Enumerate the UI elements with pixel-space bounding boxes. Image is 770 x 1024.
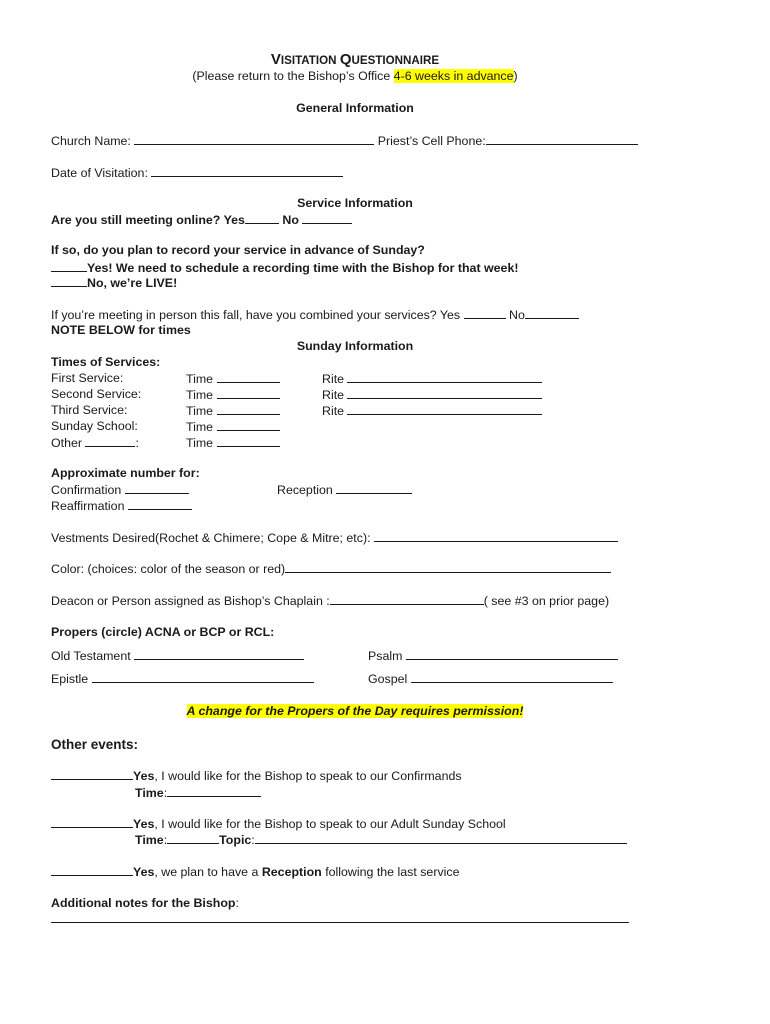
event-adult-school-field[interactable]: [51, 816, 133, 828]
time-field[interactable]: [217, 371, 280, 383]
church-name-row: Church Name: Priest’s Cell Phone:: [51, 133, 638, 149]
rite-field[interactable]: [347, 371, 542, 383]
date-row: Date of Visitation:: [51, 165, 343, 181]
date-field[interactable]: [151, 165, 343, 177]
epistle-row: Epistle: [51, 671, 314, 687]
old-testament-field[interactable]: [134, 648, 304, 660]
psalm-row: Psalm: [368, 648, 618, 664]
vestments-row: Vestments Desired(Rochet & Chimere; Cope & Mitre; etc):: [51, 530, 618, 546]
vestments-field[interactable]: [374, 530, 618, 542]
rite-field[interactable]: [347, 403, 542, 415]
record-question: If so, do you plan to record your service in advance of Sunday?: [51, 243, 425, 257]
psalm-field[interactable]: [406, 648, 618, 660]
other-events-heading: Other events:: [51, 737, 139, 752]
service-label-school: Sunday School:: [51, 419, 138, 433]
service-label-third: Third Service:: [51, 403, 128, 417]
propers-heading: Propers (circle) ACNA or BCP or RCL:: [51, 625, 275, 639]
time-field[interactable]: [217, 435, 280, 447]
epistle-field[interactable]: [92, 671, 314, 683]
service-rite-third: Rite: [322, 403, 542, 419]
time-field[interactable]: [217, 419, 280, 431]
deacon-field[interactable]: [330, 593, 484, 605]
service-time-third: Time: [186, 403, 280, 419]
event-reception-row: Yes, we plan to have a Reception following the last service: [51, 864, 460, 880]
service-rite-first: Rite: [322, 371, 542, 387]
reception-row: Reception: [277, 482, 412, 498]
color-field[interactable]: [285, 561, 611, 573]
page-subtitle: (Please return to the Bishop’s Office 4-6 weeks in advance): [192, 69, 518, 83]
page-title: VISITATION QUESTIONNAIRE: [270, 51, 440, 68]
gospel-field[interactable]: [411, 671, 613, 683]
deacon-row: Deacon or Person assigned as Bishop’s Chaplain : ( see #3 on prior page): [51, 594, 610, 608]
reaffirmation-row: Reaffirmation: [51, 498, 192, 514]
record-no-field[interactable]: [51, 275, 87, 287]
priest-phone-field[interactable]: [486, 133, 638, 145]
service-label-other: Other :: [51, 436, 139, 450]
color-row: Color: (choices: color of the season or red): [51, 561, 611, 577]
service-label-second: Second Service:: [51, 387, 142, 401]
service-time-first: Time: [186, 371, 280, 387]
online-no-field[interactable]: [302, 212, 352, 224]
rite-field[interactable]: [347, 387, 542, 399]
event-adult-school-row: Yes, I would like for the Bishop to speak to our Adult Sunday School: [51, 816, 506, 832]
event-confirmands-field[interactable]: [51, 768, 133, 780]
confirmands-time-field[interactable]: [167, 785, 261, 797]
adult-school-topic-field[interactable]: [255, 832, 627, 844]
notes-row: [51, 911, 629, 927]
adult-school-time-field[interactable]: [167, 832, 219, 844]
time-field[interactable]: [217, 387, 280, 399]
service-time-other: Time: [186, 435, 280, 451]
general-info-heading: General Information: [296, 101, 414, 115]
event-confirmands-time: Time:: [135, 785, 261, 801]
record-yes-field[interactable]: [51, 260, 87, 272]
gospel-row: Gospel: [368, 671, 613, 687]
event-adult-school-time: Time: Topic:: [135, 832, 627, 848]
service-info-heading: Service Information: [297, 196, 413, 210]
confirmation-field[interactable]: [125, 482, 189, 494]
combined-no-field[interactable]: [525, 307, 579, 319]
record-no-row: No, we’re LIVE!: [51, 275, 177, 291]
online-row: Are you still meeting online? Yes No: [51, 212, 352, 228]
service-time-school: Time: [186, 419, 280, 435]
propers-warning: A change for the Propers of the Day requires permission!: [186, 704, 524, 718]
event-reception-field[interactable]: [51, 864, 133, 876]
reaffirmation-field[interactable]: [128, 498, 192, 510]
time-field[interactable]: [217, 403, 280, 415]
combined-yes-field[interactable]: [464, 307, 506, 319]
other-name-field[interactable]: [85, 435, 135, 447]
reception-field[interactable]: [336, 482, 412, 494]
combined-row: If you’re meeting in person this fall, have you combined your services? Yes No: [51, 307, 579, 323]
old-testament-row: Old Testament: [51, 648, 304, 664]
times-heading: Times of Services:: [51, 355, 161, 369]
notes-heading: Additional notes for the Bishop:: [51, 896, 239, 910]
notes-field[interactable]: [51, 911, 629, 923]
record-yes-row: Yes! We need to schedule a recording time with the Bishop for that week!: [51, 260, 518, 276]
church-name-field[interactable]: [134, 133, 374, 145]
online-yes-field[interactable]: [245, 212, 279, 224]
service-rite-second: Rite: [322, 387, 542, 403]
event-confirmands-row: Yes, I would like for the Bishop to speak to our Confirmands: [51, 768, 462, 784]
approx-heading: Approximate number for:: [51, 466, 200, 480]
service-label-first: First Service:: [51, 371, 124, 385]
service-time-second: Time: [186, 387, 280, 403]
note-below: NOTE BELOW for times: [51, 323, 191, 337]
sunday-info-heading: Sunday Information: [296, 339, 414, 353]
confirmation-row: Confirmation: [51, 482, 189, 498]
